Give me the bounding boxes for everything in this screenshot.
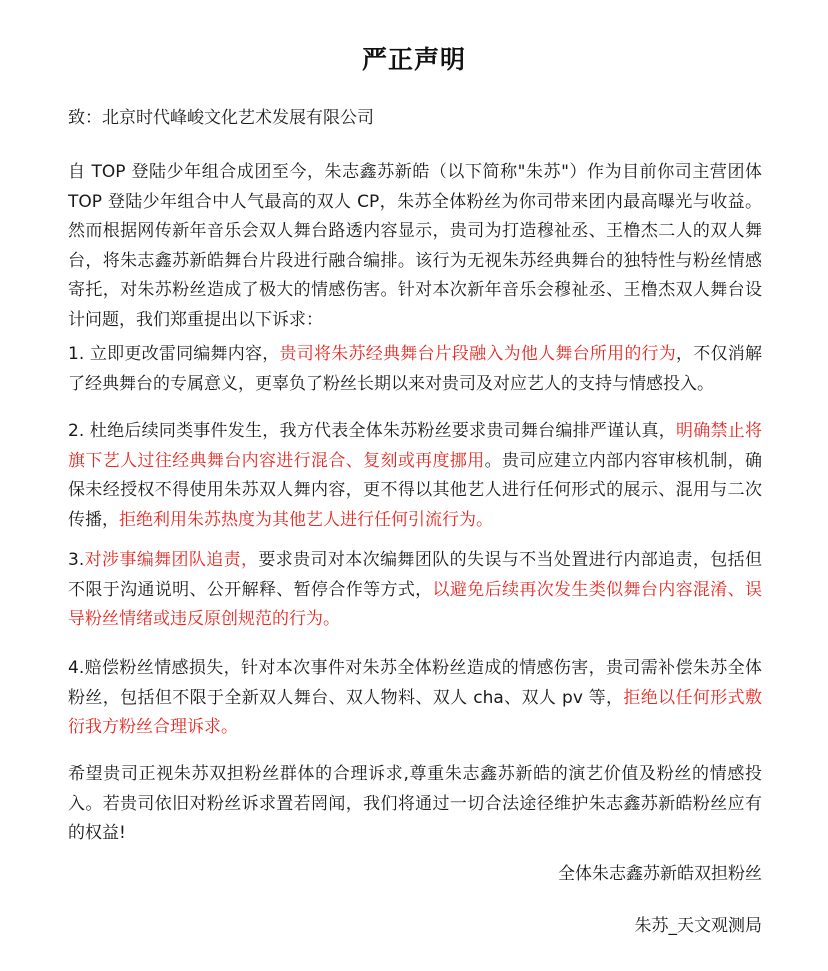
demand-1-text-tail: ，不仅消解了经典舞台的专属意义，更辜负了粉丝长期以来对贵司及对应艺人的支持与情感投入。 — [68, 344, 763, 394]
signature: 全体朱志鑫苏新皓双担粉丝 — [558, 864, 762, 884]
demand-1-text: 1. 立即更改雷同编舞内容， — [68, 344, 280, 364]
signature-handle: 朱苏_天文观测局 — [634, 916, 762, 936]
document-title: 严正声明 — [361, 45, 466, 74]
demand-4 — [68, 654, 762, 743]
demand-2-highlight-tail: 拒绝利用朱苏热度为其他艺人进行任何引流行为。 — [119, 509, 493, 530]
demand-3-text: 要求贵司对本次编舞团队的失误与不当处置进行内部追责，包括但不限于沟通说明、公开解释、暂停合作等方式， — [68, 550, 763, 600]
closing-paragraph: 希望贵司正视朱苏双担粉丝群体的合理诉求,尊重朱志鑫苏新皓的演艺价值及粉丝的情感投入。若贵司依旧对粉丝诉求置若罔闻，我们将通过一切合法途径维护朱志鑫苏新皓粉丝应有的权益! — [68, 764, 762, 843]
intro-paragraph: 自 TOP 登陆少年组合成团至今，朱志鑫苏新皓（以下简称"朱苏"）作为目前你司主营团体 TOP 登陆少年组合中人气最高的双人 CP，朱苏全体粉丝为你司带来团内最高曝光与收益。然而根据网传新年音乐会双人舞台路透内容显示，贵司为打造穆祉丞、王橹杰二人的双人舞台，将朱志鑫苏新皓舞台片段进行融合编排。该行为无视朱苏经典舞台的独特性与粉丝情感寄托，对朱苏粉丝造成了极大的情感伤害。针对本次新年音乐会穆祉丞、王橹杰双人舞台设计问题，我们郑重提出以下诉求： — [68, 162, 762, 330]
demand-4-text: 4.赔偿粉丝情感损失，针对本次事件对朱苏全体粉丝造成的情感伤害，贵司需补偿朱苏全体粉丝，包括但不限于全新双人舞台、双人物料、双人 cha、双人 pv 等， — [68, 658, 762, 708]
demand-1 — [68, 340, 762, 399]
demand-2-highlight: 明确禁止将旗下艺人过往经典舞台内容进行混合、复刻或再度挪用 — [68, 421, 763, 471]
demand-3-highlight-tail: 以避免后续再次发生类似舞台内容混淆、误导粉丝情绪或违反原创规范的行为。 — [68, 579, 763, 629]
demand-2-text-middle: 。贵司应建立内部内容审核机制，确保未经授权不得使用朱苏双人舞内容，更不得以其他艺人进行任何形式的展示、混用与二次传播， — [68, 450, 763, 530]
demand-1-highlight: 贵司将朱苏经典舞台片段融入为他人舞台所用的行为 — [279, 344, 677, 364]
demand-3-number: 3. — [68, 550, 85, 570]
demand-2-text: 2. 杜绝后续同类事件发生，我方代表全体朱苏粉丝要求贵司舞台编排严谨认真， — [68, 421, 677, 441]
demand-3 — [68, 546, 762, 635]
demand-2 — [68, 417, 762, 535]
demand-3-highlight: 对涉事编舞团队追责， — [84, 550, 259, 570]
demand-4-highlight: 拒绝以任何形式敷衍我方粉丝合理诉求。 — [68, 687, 763, 737]
salutation: 致：北京时代峰峻文化艺术发展有限公司 — [68, 108, 374, 128]
